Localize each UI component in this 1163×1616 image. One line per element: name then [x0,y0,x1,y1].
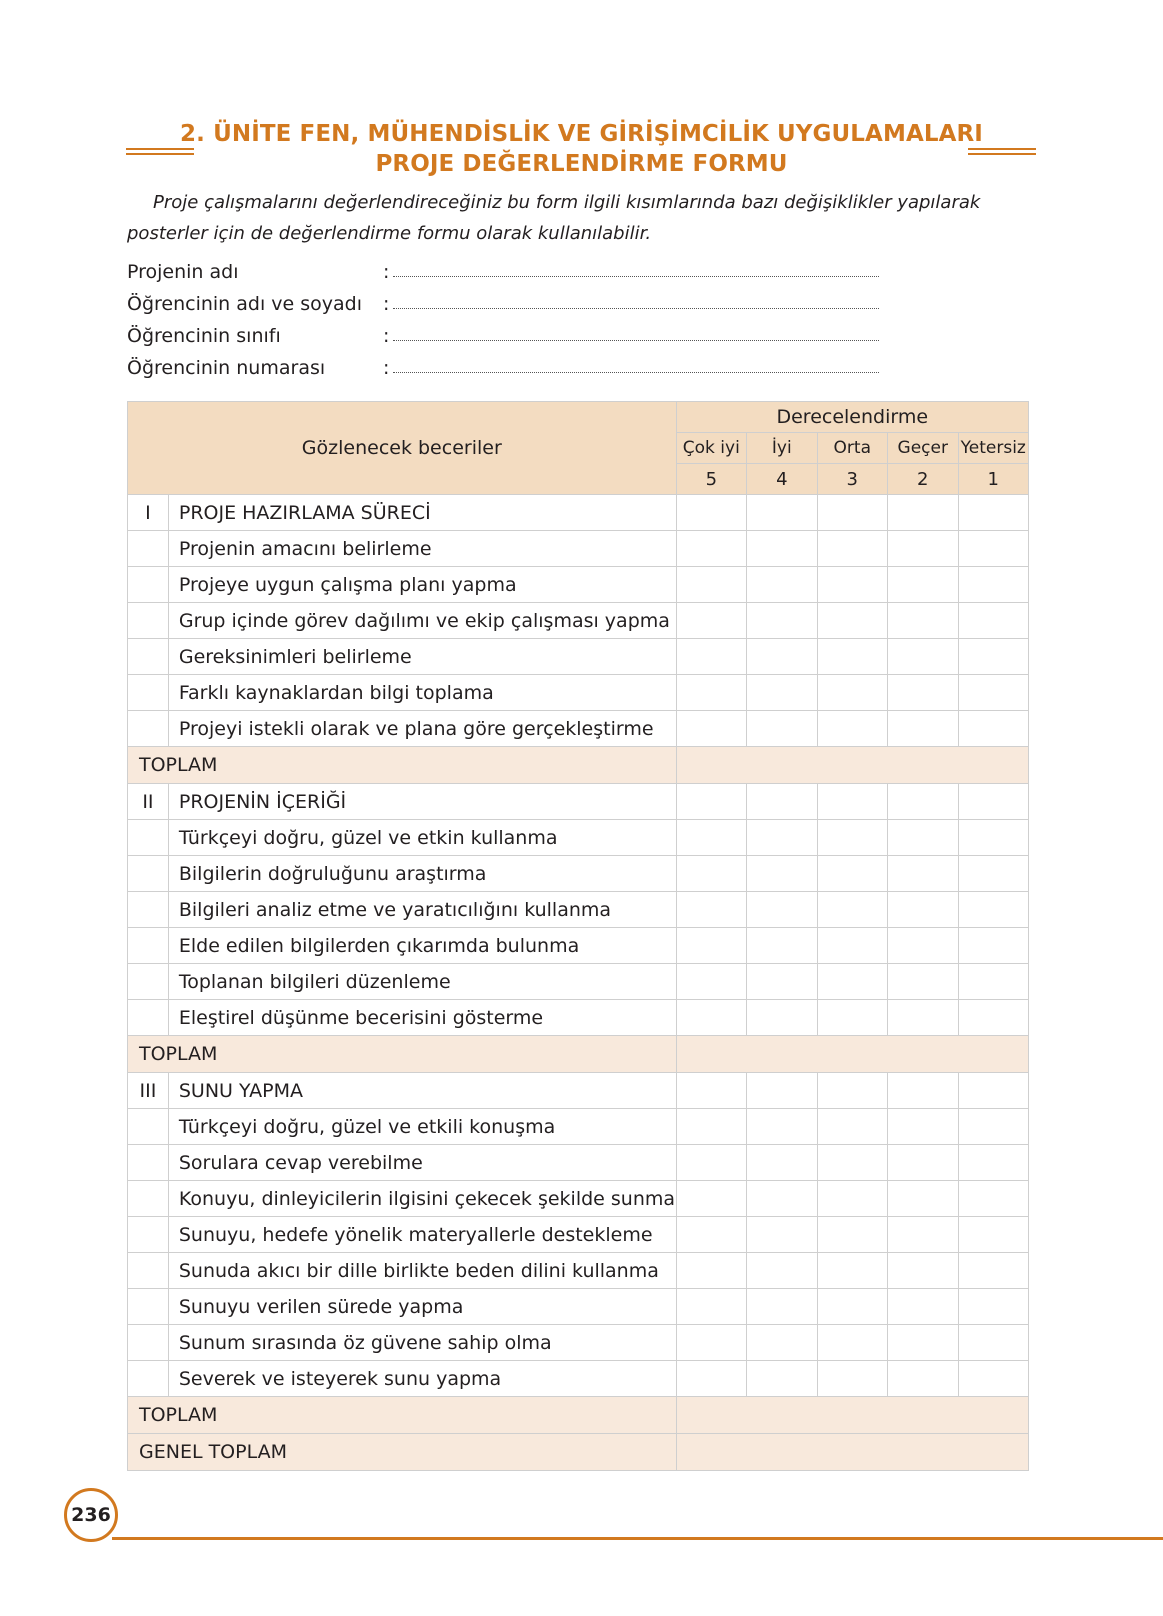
empty-roman-cell [128,820,169,856]
grade-cell[interactable] [888,1145,958,1181]
info-fill-line[interactable] [393,308,879,309]
grade-cell[interactable] [888,675,958,711]
skill-label: Konuyu, dinleyicilerin ilgisini çekecek şekilde sunma [168,1181,676,1217]
grade-cell[interactable] [817,1361,887,1397]
grade-cell[interactable] [958,675,1029,711]
grade-cell[interactable] [888,892,958,928]
skill-row [128,1361,1029,1397]
info-fill-line[interactable] [393,340,879,341]
grade-cell[interactable] [817,1253,887,1289]
grade-col-name: İyi [747,433,817,464]
grade-cell[interactable] [676,1253,746,1289]
grade-cell[interactable] [888,1325,958,1361]
grade-cell[interactable] [958,495,1029,531]
grade-col-name: Çok iyi [676,433,746,464]
grade-cell[interactable] [888,639,958,675]
grade-cell[interactable] [888,964,958,1000]
empty-roman-cell [128,1217,169,1253]
grade-cell[interactable] [747,892,817,928]
grade-cell[interactable] [958,784,1029,820]
grade-cell[interactable] [888,1073,958,1109]
grade-cell[interactable] [958,639,1029,675]
title-line-2: PROJE DEĞERLENDİRME FORMU [375,151,788,177]
grade-cell[interactable] [747,1253,817,1289]
grade-cell[interactable] [817,1000,887,1036]
page-title [0,119,1163,179]
empty-roman-cell [128,1289,169,1325]
skill-row [128,603,1029,639]
grade-cell[interactable] [958,1289,1029,1325]
grade-cell[interactable] [888,1253,958,1289]
grade-cell[interactable] [817,856,887,892]
skill-label: Gereksinimleri belirleme [168,639,676,675]
empty-roman-cell [128,892,169,928]
info-label: Projenin adı [127,261,239,283]
info-label: Öğrencinin adı ve soyadı [127,293,363,315]
grade-cell[interactable] [958,1325,1029,1361]
grade-cell[interactable] [747,1289,817,1325]
grade-cell[interactable] [817,784,887,820]
grade-cell[interactable] [676,1181,746,1217]
section-title: SUNU YAPMA [168,1073,676,1109]
grade-cell[interactable] [676,1325,746,1361]
grade-cell[interactable] [747,1217,817,1253]
grade-cell[interactable] [747,603,817,639]
grade-cell[interactable] [817,531,887,567]
skill-label: Grup içinde görev dağılımı ve ekip çalışması yapma [168,603,676,639]
grade-cell[interactable] [676,820,746,856]
grade-cell[interactable] [817,1145,887,1181]
skill-row [128,1145,1029,1181]
skill-row [128,1217,1029,1253]
grade-cell[interactable] [958,1253,1029,1289]
skill-label: Toplanan bilgileri düzenleme [168,964,676,1000]
skill-label: Türkçeyi doğru, güzel ve etkili konuşma [168,1109,676,1145]
grade-cell[interactable] [747,820,817,856]
grade-cell[interactable] [817,603,887,639]
grade-cell[interactable] [676,495,746,531]
grade-cell[interactable] [676,1000,746,1036]
grade-cell[interactable] [676,964,746,1000]
grade-col-name: Yetersiz [958,433,1029,464]
skill-label: Projeye uygun çalışma planı yapma [168,567,676,603]
grading-header: Derecelendirme [676,402,1028,433]
grade-cell[interactable] [747,856,817,892]
evaluation-table [127,401,1029,1471]
grade-cell[interactable] [888,820,958,856]
skill-row [128,567,1029,603]
grade-cell[interactable] [817,639,887,675]
total-value-cell[interactable] [676,747,1028,784]
grade-cell[interactable] [817,1109,887,1145]
skill-label: Projenin amacını belirleme [168,531,676,567]
skill-label: Severek ve isteyerek sunu yapma [168,1361,676,1397]
skill-row [128,711,1029,747]
grade-col-name: Orta [817,433,887,464]
empty-roman-cell [128,856,169,892]
section-roman: III [128,1073,169,1109]
grade-cell[interactable] [676,784,746,820]
grade-cell[interactable] [676,892,746,928]
total-label: TOPLAM [128,1397,677,1434]
skill-row [128,820,1029,856]
title-line-1: 2. ÜNİTE FEN, MÜHENDİSLİK VE GİRİŞİMCİLİK UYGULAMALARI [180,121,983,147]
skill-label: Sunuyu, hedefe yönelik materyallerle destekleme [168,1217,676,1253]
grade-cell[interactable] [888,711,958,747]
grade-cell[interactable] [676,928,746,964]
skill-row [128,1325,1029,1361]
empty-roman-cell [128,1109,169,1145]
grade-cell[interactable] [958,711,1029,747]
grade-cell[interactable] [888,1289,958,1325]
grade-cell[interactable] [676,1217,746,1253]
total-label: TOPLAM [128,1036,677,1073]
grade-cell[interactable] [676,711,746,747]
empty-roman-cell [128,1145,169,1181]
info-fill-line[interactable] [393,276,879,277]
grade-cell[interactable] [676,1073,746,1109]
info-fill-line[interactable] [393,372,879,373]
grade-cell[interactable] [958,1217,1029,1253]
grade-cell[interactable] [958,1145,1029,1181]
skill-row [128,639,1029,675]
grade-cell[interactable] [888,1217,958,1253]
grand-total-value-cell[interactable] [676,1434,1028,1471]
info-colon: : [383,357,390,379]
grade-cell[interactable] [888,531,958,567]
total-row [128,1397,1029,1434]
total-value-cell[interactable] [676,1397,1028,1434]
skill-row [128,964,1029,1000]
footer-rule [112,1537,1163,1540]
grade-col-score: 1 [958,464,1029,495]
empty-roman-cell [128,711,169,747]
grade-cell[interactable] [817,711,887,747]
skill-label: Sorulara cevap verebilme [168,1145,676,1181]
empty-roman-cell [128,531,169,567]
total-row [128,1036,1029,1073]
grade-cell[interactable] [817,1181,887,1217]
grade-cell[interactable] [888,1181,958,1217]
grade-cell[interactable] [888,603,958,639]
skill-label: Sunum sırasında öz güvene sahip olma [168,1325,676,1361]
grade-cell[interactable] [958,567,1029,603]
grade-cell[interactable] [747,964,817,1000]
grade-cell[interactable] [888,567,958,603]
table-body [128,495,1029,1471]
grade-cell[interactable] [747,1073,817,1109]
skill-label: Sunuda akıcı bir dille birlikte beden dilini kullanma [168,1253,676,1289]
skill-row [128,1253,1029,1289]
empty-roman-cell [128,1361,169,1397]
grade-cell[interactable] [747,639,817,675]
grade-cell[interactable] [958,1181,1029,1217]
grade-col-score: 2 [888,464,958,495]
grade-cell[interactable] [958,928,1029,964]
info-label: Öğrencinin sınıfı [127,325,281,347]
skill-label: Bilgileri analiz etme ve yaratıcılığını kullanma [168,892,676,928]
grade-cell[interactable] [676,1289,746,1325]
grade-cell[interactable] [817,567,887,603]
skill-row [128,892,1029,928]
empty-roman-cell [128,1000,169,1036]
intro-paragraph: Proje çalışmalarını değerlendireceğiniz bu form ilgili kısımlarında bazı değişiklikler yapılarak posterler için de değerlendirme formu olarak kullanılabilir. [127,192,981,244]
section-roman: II [128,784,169,820]
section-roman: I [128,495,169,531]
grade-cell[interactable] [817,820,887,856]
grade-cell[interactable] [676,603,746,639]
empty-roman-cell [128,964,169,1000]
grade-cell[interactable] [817,1217,887,1253]
skill-row [128,856,1029,892]
grade-cell[interactable] [817,675,887,711]
grand-total-row [128,1434,1029,1471]
grade-col-score: 5 [676,464,746,495]
skill-row [128,1109,1029,1145]
grade-cell[interactable] [888,495,958,531]
section-row [128,784,1029,820]
grade-cell[interactable] [817,1289,887,1325]
grade-cell[interactable] [888,1361,958,1397]
grade-cell[interactable] [817,892,887,928]
skill-row [128,1289,1029,1325]
grade-cell[interactable] [676,1109,746,1145]
grade-cell[interactable] [747,1145,817,1181]
skill-label: Projeyi istekli olarak ve plana göre gerçekleştirme [168,711,676,747]
skill-label: Elde edilen bilgilerden çıkarımda bulunma [168,928,676,964]
total-label: TOPLAM [128,747,677,784]
empty-roman-cell [128,1325,169,1361]
empty-roman-cell [128,1253,169,1289]
grade-cell[interactable] [817,495,887,531]
section-title: PROJENİN İÇERİĞİ [168,784,676,820]
grade-cell[interactable] [676,856,746,892]
grade-cell[interactable] [676,531,746,567]
grade-col-score: 4 [747,464,817,495]
grade-col-name: Geçer [888,433,958,464]
info-colon: : [383,325,390,347]
grade-cell[interactable] [888,784,958,820]
grade-cell[interactable] [747,928,817,964]
skill-row [128,675,1029,711]
page-number: 236 [64,1488,118,1542]
grade-cell[interactable] [747,1325,817,1361]
grade-cell[interactable] [747,495,817,531]
grade-cell[interactable] [958,1109,1029,1145]
skill-label: Bilgilerin doğruluğunu araştırma [168,856,676,892]
grade-cell[interactable] [888,1109,958,1145]
section-title: PROJE HAZIRLAMA SÜRECİ [168,495,676,531]
info-colon: : [383,293,390,315]
empty-roman-cell [128,1181,169,1217]
skill-row [128,531,1029,567]
skill-label: Eleştirel düşünme becerisini gösterme [168,1000,676,1036]
grade-cell[interactable] [888,928,958,964]
empty-roman-cell [128,639,169,675]
skill-row [128,1181,1029,1217]
grade-cell[interactable] [958,1361,1029,1397]
grade-cell[interactable] [958,820,1029,856]
grade-cell[interactable] [817,928,887,964]
total-value-cell[interactable] [676,1036,1028,1073]
grade-cell[interactable] [747,531,817,567]
grade-cell[interactable] [676,675,746,711]
info-label: Öğrencinin numarası [127,357,326,379]
empty-roman-cell [128,603,169,639]
grade-col-score: 3 [817,464,887,495]
grade-cell[interactable] [958,964,1029,1000]
grade-cell[interactable] [747,1361,817,1397]
grade-cell[interactable] [958,1000,1029,1036]
grade-cell[interactable] [747,567,817,603]
skill-label: Sunuyu verilen sürede yapma [168,1289,676,1325]
grade-cell[interactable] [747,784,817,820]
grade-cell[interactable] [676,1145,746,1181]
grade-cell[interactable] [888,1000,958,1036]
grade-cell[interactable] [958,892,1029,928]
grade-cell[interactable] [958,603,1029,639]
grade-cell[interactable] [747,1000,817,1036]
skill-label: Farklı kaynaklardan bilgi toplama [168,675,676,711]
section-row [128,1073,1029,1109]
grade-cell[interactable] [817,1073,887,1109]
info-colon: : [383,261,390,283]
grade-cell[interactable] [817,964,887,1000]
table-header [128,402,1029,495]
empty-roman-cell [128,675,169,711]
skills-header: Gözlenecek beceriler [128,402,677,495]
empty-roman-cell [128,928,169,964]
skill-row [128,1000,1029,1036]
grade-cell[interactable] [747,675,817,711]
grade-cell[interactable] [676,1361,746,1397]
grade-cell[interactable] [958,856,1029,892]
skill-label: Türkçeyi doğru, güzel ve etkin kullanma [168,820,676,856]
grade-cell[interactable] [888,856,958,892]
grade-cell[interactable] [817,1325,887,1361]
section-row [128,495,1029,531]
grade-cell[interactable] [747,711,817,747]
total-row [128,747,1029,784]
empty-roman-cell [128,567,169,603]
grand-total-label: GENEL TOPLAM [128,1434,677,1471]
grade-cell[interactable] [958,1073,1029,1109]
grade-cell[interactable] [676,567,746,603]
skill-row [128,928,1029,964]
grade-cell[interactable] [747,1181,817,1217]
grade-cell[interactable] [676,639,746,675]
grade-cell[interactable] [747,1109,817,1145]
grade-cell[interactable] [958,531,1029,567]
